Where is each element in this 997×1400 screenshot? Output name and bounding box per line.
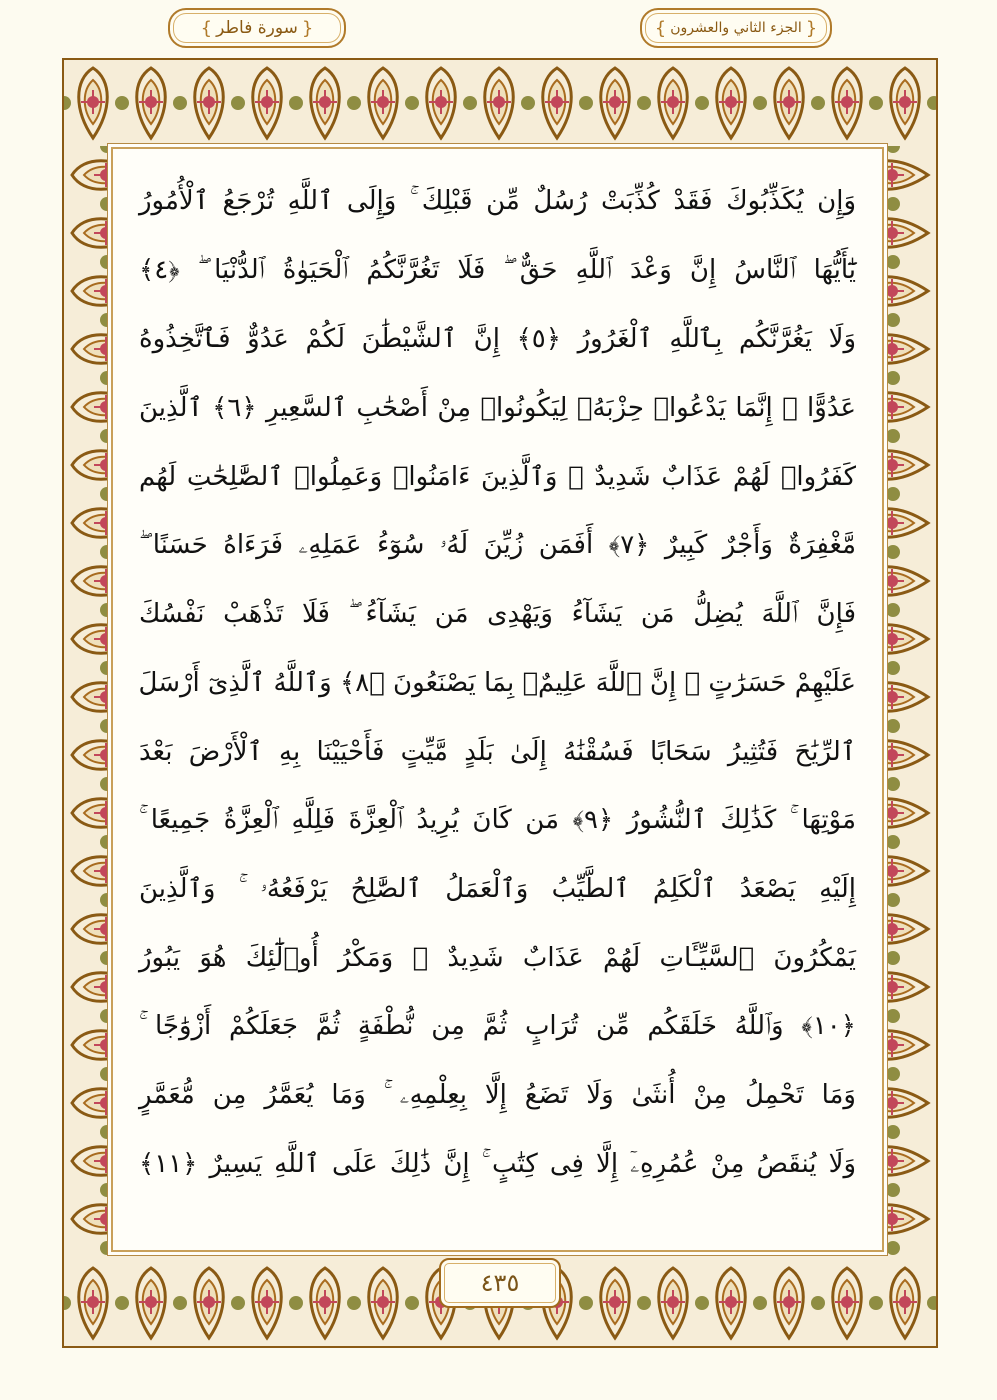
arabesque-pattern-icon	[64, 60, 936, 146]
text-line: مَّغْفِرَةٌ وَأَجْرٌ كَبِيرٌ ﴿٧﴾ أَفَمَن زُيِّنَ لَهُۥ سُوٓءُ عَمَلِهِۦ فَرَءَاهُ حَسَنًا ۖ	[139, 529, 857, 560]
text-line: وَلَا يَغُرَّنَّكُم بِٱللَّهِ ٱلْغَرُورُ ﴿٥﴾ إِنَّ ٱلشَّيْطَٰنَ لَكُمْ عَدُوٌّ فَٱتَّخِذُوهُ	[139, 323, 856, 354]
text-line: مَوْتِهَا ۚ كَذَٰلِكَ ٱلنُّشُورُ ﴿٩﴾ مَن كَانَ يُرِيدُ ٱلْعِزَّةَ فَلِلَّهِ ٱلْعِزَّةُ جَمِيعًا ۚ	[139, 805, 856, 836]
juz-name: الجزء الثاني والعشرون	[670, 20, 802, 36]
text-line: عَدُوًّا ۚ إِنَّمَا يَدْعُوا۟ حِزْبَهُۥ لِيَكُونُوا۟ مِنْ أَصْحَٰبِ ٱلسَّعِيرِ ﴿٦﴾ ٱلَّذِينَ	[139, 392, 856, 423]
scroll-right-icon: }	[301, 17, 314, 39]
text-line: كَفَرُوا۟ لَهُمْ عَذَابٌ شَدِيدٌ ۖ وَٱلَّذِينَ ءَامَنُوا۟ وَعَمِلُوا۟ ٱلصَّٰلِحَٰتِ لَهُم	[139, 461, 856, 492]
surah-name: سورة فاطر	[216, 18, 298, 38]
scroll-left-icon: {	[200, 17, 213, 39]
text-line: عَلَيْهِمْ حَسَرَٰتٍ ۚ إِنَّ ٱللَّهَ عَلِيمٌۢ بِمَا يَصْنَعُونَ ﴿٨﴾ وَٱللَّهُ ٱلَّذِىٓ أَرْسَلَ	[138, 667, 856, 698]
page-number: ٤٣٥	[480, 1269, 520, 1297]
scroll-right-icon: }	[805, 17, 818, 39]
text-line: وَمَا تَحْمِلُ مِنْ أُنثَىٰ وَلَا تَضَعُ إِلَّا بِعِلْمِهِۦ ۚ وَمَا يُعَمَّرُ مِن مُّعَمَّرٍ	[139, 1080, 856, 1111]
text-line: ٱلرِّيَٰحَ فَتُثِيرُ سَحَابًا فَسُقْنَٰهُ إِلَىٰ بَلَدٍ مَّيِّتٍ فَأَحْيَيْنَا بِهِ ٱلْأَرْضَ بَعْدَ	[139, 736, 856, 767]
text-line: وَإِن يُكَذِّبُوكَ فَقَدْ كُذِّبَتْ رُسُلٌ مِّن قَبْلِكَ ۚ وَإِلَى ٱللَّهِ تُرْجَعُ ٱلْأُمُورُ	[139, 185, 856, 216]
surah-name-cartouche	[168, 8, 346, 48]
text-line: وَلَا يُنقَصُ مِنْ عُمُرِهِۦٓ إِلَّا فِى كِتَٰبٍ ۚ إِنَّ ذَٰلِكَ عَلَى ٱللَّهِ يَسِيرٌ ﴿١١﴾	[139, 1149, 856, 1180]
text-line: إِلَيْهِ يَصْعَدُ ٱلْكَلِمُ ٱلطَّيِّبُ وَٱلْعَمَلُ ٱلصَّٰلِحُ يَرْفَعُهُۥ ۚ وَٱلَّذِينَ	[139, 873, 856, 904]
scroll-left-icon: {	[654, 17, 667, 39]
text-line: فَإِنَّ ٱللَّهَ يُضِلُّ مَن يَشَآءُ وَيَهْدِى مَن يَشَآءُ ۖ فَلَا تَذْهَبْ نَفْسُكَ	[139, 598, 856, 629]
page-number-cartouche	[439, 1258, 561, 1308]
text-line: ﴿١٠﴾ وَٱللَّهُ خَلَقَكُم مِّن تُرَابٍ ثُمَّ مِن نُّطْفَةٍ ثُمَّ جَعَلَكُمْ أَزْوَٰجًا ۚ	[139, 1011, 856, 1042]
frame-border-top	[64, 60, 936, 146]
juz-name-cartouche	[640, 8, 832, 48]
text-line: يَٰٓأَيُّهَا ٱلنَّاسُ إِنَّ وَعْدَ ٱللَّهِ حَقٌّ ۖ فَلَا تَغُرَّنَّكُمُ ٱلْحَيَوٰةُ ٱلدُّنْيَا ۖ ﴿٤﴾	[139, 254, 856, 285]
quran-text-panel	[111, 147, 884, 1252]
text-line: يَمْكُرُونَ ٱلسَّيِّـَٔاتِ لَهُمْ عَذَابٌ شَدِيدٌ ۖ وَمَكْرُ أُو۟لَٰٓئِكَ هُوَ يَبُورُ	[139, 943, 856, 974]
